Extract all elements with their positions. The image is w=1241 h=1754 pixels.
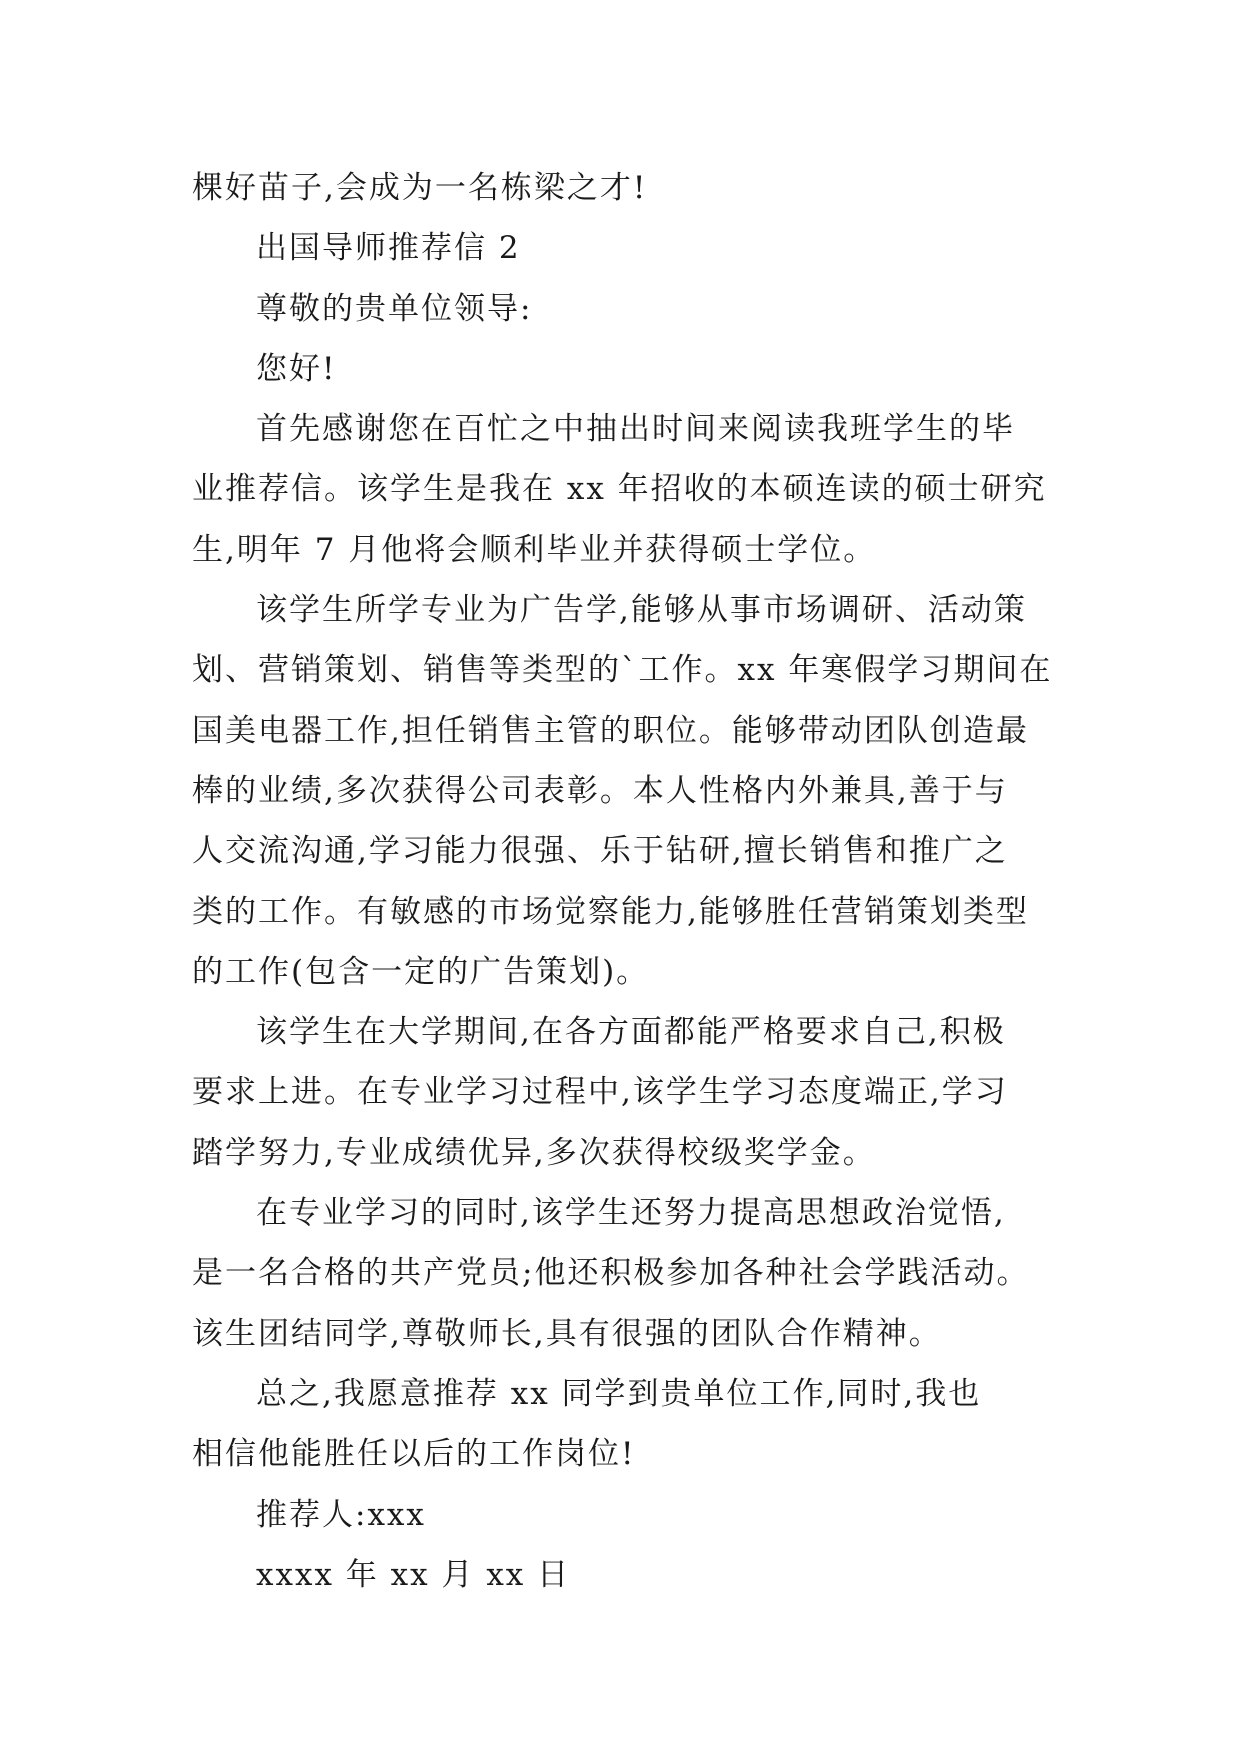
text-line: 人交流沟通,学习能力很强、乐于钻研,擅长销售和推广之 bbox=[192, 833, 1008, 870]
text-line: 总之,我愿意推荐 xx 同学到贵单位工作,同时,我也 bbox=[256, 1375, 982, 1412]
text-line: 是一名合格的共产党员;他还积极参加各种社会学践活动。 bbox=[192, 1255, 1030, 1292]
text-line: 国美电器工作,担任销售主管的职位。能够带动团队创造最 bbox=[192, 712, 1029, 749]
text-line: 该生团结同学,尊敬师长,具有很强的团队合作精神。 bbox=[192, 1315, 942, 1352]
salutation: 尊敬的贵单位领导: bbox=[256, 290, 533, 327]
text-line: 首先感谢您在百忙之中抽出时间来阅读我班学生的毕 bbox=[256, 411, 1015, 448]
letter-title: 出国导师推荐信 2 bbox=[256, 230, 521, 267]
text-line: 的工作(包含一定的广告策划)。 bbox=[192, 953, 650, 990]
text-line: 要求上进。在专业学习过程中,该学生学习态度端正,学习 bbox=[192, 1074, 1008, 1111]
text-line: 棵好苗子,会成为一名栋梁之才! bbox=[192, 170, 648, 206]
letter-body bbox=[192, 158, 1067, 1605]
text-line: 类的工作。有敏感的市场觉察能力,能够胜任营销策划类型 bbox=[192, 893, 1029, 930]
text-line: 生,明年 7 月他将会顺利毕业并获得硕士学位。 bbox=[192, 531, 877, 568]
text-line: 踏学努力,专业成绩优异,多次获得校级奖学金。 bbox=[192, 1134, 876, 1171]
text-line: 该学生在大学期间,在各方面都能严格要求自己,积极 bbox=[256, 1014, 1006, 1051]
recommender-signature: 推荐人:xxx bbox=[256, 1496, 426, 1533]
text-line: 该学生所学专业为广告学,能够从事市场调研、活动策 bbox=[256, 592, 1027, 629]
text-line: 棒的业绩,多次获得公司表彰。本人性格内外兼具,善于与 bbox=[192, 772, 1008, 809]
greeting: 您好! bbox=[256, 350, 337, 387]
text-line: 划、营销策划、销售等类型的`工作。xx 年寒假学习期间在 bbox=[192, 652, 1053, 689]
text-line: 相信他能胜任以后的工作岗位! bbox=[192, 1436, 636, 1473]
text-line: 在专业学习的同时,该学生还努力提高思想政治觉悟, bbox=[256, 1195, 1006, 1232]
text-line: 业推荐信。该学生是我在 xx 年招收的本硕连读的硕士研究 bbox=[192, 471, 1047, 508]
letter-date: xxxx 年 xx 月 xx 日 bbox=[256, 1556, 571, 1593]
